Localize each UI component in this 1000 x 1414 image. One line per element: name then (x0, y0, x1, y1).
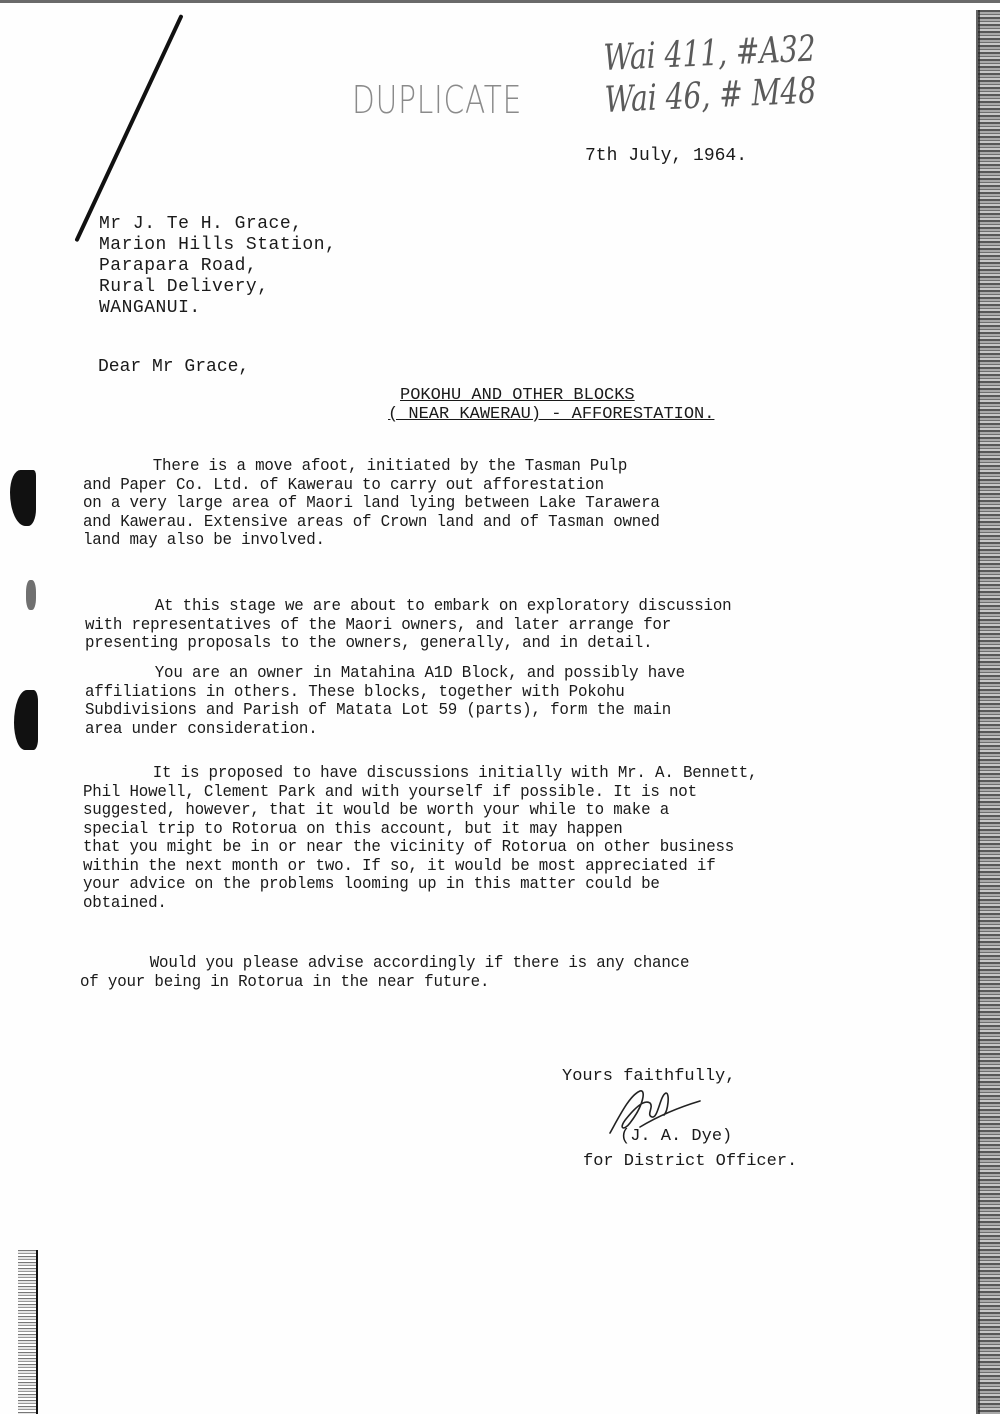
body-paragraph (85, 598, 885, 654)
paragraph-line: At this stage we are about to embark on exploratory discussion (154, 597, 732, 616)
paragraph-line: land may also be involved. (83, 531, 325, 550)
punch-hole-bottom (14, 690, 38, 750)
archive-ref-line: Wai 411, #A32 (603, 28, 817, 79)
paragraph-line: that you might be in or near the vicinity of Rotorua on other business (83, 838, 735, 857)
subject-line: POKOHU AND OTHER BLOCKS (400, 386, 635, 405)
paragraph-line: with representatives of the Maori owners, and later arrange for (85, 615, 672, 635)
scan-right-edge-shadow (978, 10, 1000, 1414)
paragraph-line: presenting proposals to the owners, generally, and in detail. (85, 634, 653, 653)
address-line: Marion Hills Station, (99, 235, 337, 255)
paragraph-line: and Kawerau. Extensive areas of Crown land and of Tasman owned (83, 512, 660, 532)
archive-reference-annotation (603, 29, 817, 122)
closing-phrase: Yours faithfully, (562, 1067, 736, 1086)
paragraph-line: and Paper Co. Ltd. of Kawerau to carry out afforestation (83, 475, 604, 495)
paragraph-line: area under consideration. (85, 719, 318, 739)
paragraph-line: There is a move afoot, initiated by the Tasman Pulp (152, 457, 628, 476)
paragraph-line: You are an owner in Matahina A1D Block, and possibly have (154, 664, 685, 683)
duplicate-stamp: DUPLICATE (352, 78, 523, 122)
archive-ref-line: Wai 46, # M48 (604, 70, 817, 121)
body-paragraph (80, 955, 880, 992)
address-line: Mr J. Te H. Grace, (99, 214, 303, 234)
salutation: Dear Mr Grace, (98, 357, 250, 377)
paragraph-line: Would you please advise accordingly if there is any chance (149, 954, 690, 973)
subject-line: ( NEAR KAWERAU) - AFFORESTATION. (388, 405, 715, 424)
letter-date: 7th July, 1964. (585, 146, 748, 166)
signer-name: (J. A. Dye) (620, 1127, 733, 1146)
address-line: Parapara Road, (99, 256, 258, 276)
paragraph-line: your advice on the problems looming up in this matter could be (83, 875, 660, 894)
paragraph-line: It is proposed to have discussions initially with Mr. A. Bennett, (152, 764, 758, 783)
paragraph-line: suggested, however, that it would be worth your while to make a (83, 801, 670, 820)
paragraph-line: on a very large area of Maori land lying between Lake Tarawera (83, 494, 660, 513)
signer-title: for District Officer. (583, 1152, 798, 1171)
recipient-address (99, 214, 336, 319)
punch-hole-mark (26, 580, 36, 610)
punch-hole-top (10, 470, 36, 526)
scan-left-edge-shadow (18, 1250, 38, 1414)
paragraph-line: obtained. (83, 893, 167, 913)
body-paragraph (85, 665, 885, 739)
pen-stroke-mark (74, 14, 183, 242)
address-line: WANGANUI. (99, 298, 201, 318)
paragraph-line: special trip to Rotorua on this account, but it may happen (83, 819, 623, 839)
subject-heading (388, 386, 715, 424)
paragraph-line: Subdivisions and Parish of Matata Lot 59 (parts), form the main (85, 701, 672, 720)
paragraph-line: affiliations in others. These blocks, together with Pokohu (85, 682, 625, 702)
paragraph-line: Phil Howell, Clement Park and with yourself if possible. It is not (83, 782, 697, 802)
paragraph-line: of your being in Rotorua in the near future. (80, 972, 490, 992)
paragraph-line: within the next month or two. If so, it would be most appreciated if (83, 856, 716, 876)
body-paragraph (83, 765, 883, 913)
scan-top-edge (0, 0, 1000, 3)
address-line: Rural Delivery, (99, 277, 269, 297)
body-paragraph (83, 458, 883, 551)
scan-right-edge-line (976, 10, 980, 1414)
